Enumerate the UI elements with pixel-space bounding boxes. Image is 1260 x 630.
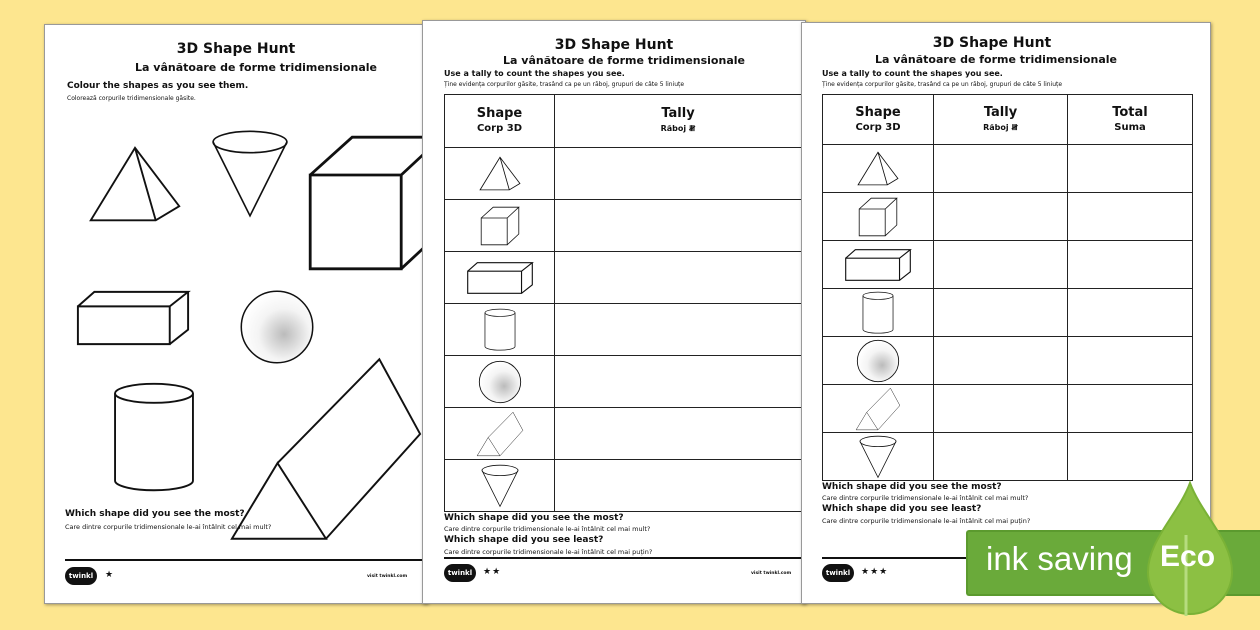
- question-least-ro: Care dintre corpurile tridimensionale le-ai întâlnit cel mai puțin?: [444, 548, 653, 556]
- total-cell[interactable]: [1068, 193, 1193, 241]
- tally-cell[interactable]: [555, 460, 802, 512]
- shape-cell: [445, 460, 555, 512]
- page-title: 3D Shape Hunt: [176, 41, 296, 57]
- header-shape: Shape Corp 3D: [823, 95, 934, 145]
- tally-cell[interactable]: [555, 200, 802, 252]
- page-subtitle: La vânătoare de forme tridimensionale: [135, 61, 377, 74]
- worksheet-page-2: [422, 20, 806, 604]
- visit-link: visit twinkl.com: [367, 574, 408, 579]
- table-row: [445, 408, 802, 460]
- total-cell[interactable]: [1068, 289, 1193, 337]
- table-row: [445, 460, 802, 512]
- twinkl-logo: twinkl: [822, 564, 854, 582]
- shape-cell: [445, 200, 555, 252]
- total-cell[interactable]: [1068, 145, 1193, 193]
- cube-icon: [858, 197, 898, 237]
- shape-cell: [445, 252, 555, 304]
- header-total: Total Suma: [1068, 95, 1193, 145]
- total-cell[interactable]: [1068, 337, 1193, 385]
- table-row: [445, 252, 802, 304]
- table-row: [823, 289, 1193, 337]
- difficulty-stars: ★★★: [861, 567, 889, 577]
- instruction: Use a tally to count the shapes you see.: [822, 69, 1003, 78]
- table-row: [823, 241, 1193, 289]
- shape-cell: [445, 304, 555, 356]
- worksheet-page-1: [44, 24, 428, 604]
- instruction: Use a tally to count the shapes you see.: [444, 69, 625, 78]
- twinkl-logo: twinkl: [444, 564, 476, 582]
- question-most: Which shape did you see the most?: [444, 513, 624, 523]
- table-row: [823, 385, 1193, 433]
- header-tally: Tally Răboj 𝍸: [555, 95, 802, 148]
- shape-cell: [445, 148, 555, 200]
- cuboid-shape: [73, 289, 193, 347]
- tally-cell[interactable]: [555, 148, 802, 200]
- shape-cell: [823, 145, 934, 193]
- cube-shape: [306, 133, 428, 273]
- shape-cell: [823, 193, 934, 241]
- page-title: 3D Shape Hunt: [554, 37, 674, 53]
- shape-cell: [823, 433, 934, 481]
- tally-cell[interactable]: [555, 408, 802, 460]
- cuboid-icon: [465, 261, 535, 295]
- tally-cell[interactable]: [934, 241, 1068, 289]
- sphere-icon: [478, 360, 522, 404]
- table-row: [445, 148, 802, 200]
- tally-cell[interactable]: [555, 304, 802, 356]
- shape-cell: [445, 408, 555, 460]
- question-most-ro: Care dintre corpurile tridimensionale le-ai întâlnit cel mai mult?: [65, 523, 272, 531]
- pyramid-icon: [478, 156, 522, 192]
- table-row: [823, 433, 1193, 481]
- ink-saving-label: ink saving: [986, 540, 1133, 577]
- cylinder-shape: [111, 381, 197, 495]
- twinkl-logo: twinkl: [65, 567, 97, 585]
- tally-cell[interactable]: [555, 252, 802, 304]
- tally-cell[interactable]: [934, 433, 1068, 481]
- cone-shape: [209, 119, 291, 229]
- header-tally: Tally Răboj 𝍸: [934, 95, 1068, 145]
- page-subtitle: La vânătoare de forme tridimensionale: [875, 53, 1117, 66]
- cone-icon: [858, 435, 898, 479]
- question-most-ro: Care dintre corpurile tridimensionale le-ai întâlnit cel mai mult?: [444, 525, 651, 533]
- table-row: [445, 356, 802, 408]
- table-row: [445, 304, 802, 356]
- pyramid-icon: [856, 151, 900, 187]
- question-most: Which shape did you see the most?: [65, 509, 245, 519]
- cuboid-icon: [843, 248, 913, 282]
- tally-cell[interactable]: [934, 193, 1068, 241]
- question-least: Which shape did you see least?: [822, 504, 982, 514]
- difficulty-stars: ★★: [483, 567, 502, 577]
- triangular-prism-icon: [475, 411, 525, 457]
- tally-cell[interactable]: [934, 145, 1068, 193]
- footer-divider: [444, 557, 802, 559]
- question-most-ro: Care dintre corpurile tridimensionale le-ai întâlnit cel mai mult?: [822, 494, 1029, 502]
- cone-icon: [480, 463, 520, 509]
- difficulty-stars: ★: [105, 570, 115, 580]
- footer-divider: [65, 559, 425, 561]
- header-shape: Shape Corp 3D: [445, 95, 555, 148]
- triangular-prism-shape: [229, 353, 423, 545]
- eco-label: Eco: [1160, 540, 1216, 573]
- instruction-ro: Ține evidența corpurilor găsite, trasând ca pe un răboj, grupuri de câte 5 liniuțe: [444, 81, 685, 88]
- shape-cell: [823, 385, 934, 433]
- instruction-ro: Ține evidența corpurilor găsite, trasând ca pe un răboj, grupuri de câte 5 liniuțe: [822, 81, 1063, 88]
- triangular-prism-icon: [853, 387, 903, 431]
- table-row: [445, 200, 802, 252]
- tally-cell[interactable]: [555, 356, 802, 408]
- table-row: [823, 145, 1193, 193]
- tally-cell[interactable]: [934, 337, 1068, 385]
- tally-cell[interactable]: [934, 385, 1068, 433]
- cylinder-icon: [483, 308, 517, 352]
- pyramid-shape: [86, 145, 184, 225]
- shape-cell: [823, 241, 934, 289]
- instruction: Colour the shapes as you see them.: [67, 81, 249, 91]
- question-most: Which shape did you see the most?: [822, 482, 1002, 492]
- eco-leaf-badge: [1140, 480, 1240, 624]
- shape-cell: [445, 356, 555, 408]
- sphere-icon: [856, 339, 900, 383]
- cube-icon: [480, 206, 520, 246]
- total-cell[interactable]: [1068, 433, 1193, 481]
- shape-cell: [823, 337, 934, 385]
- table-row: [823, 337, 1193, 385]
- total-cell[interactable]: [1068, 385, 1193, 433]
- cylinder-icon: [861, 291, 895, 335]
- shape-cell: [823, 289, 934, 337]
- table-row: [823, 193, 1193, 241]
- tally-cell[interactable]: [934, 289, 1068, 337]
- page-title: 3D Shape Hunt: [932, 35, 1052, 51]
- tally-total-table: [822, 94, 1193, 481]
- question-least: Which shape did you see least?: [444, 535, 604, 545]
- question-least-ro: Care dintre corpurile tridimensionale le-ai întâlnit cel mai puțin?: [822, 517, 1031, 525]
- total-cell[interactable]: [1068, 241, 1193, 289]
- page-subtitle: La vânătoare de forme tridimensionale: [503, 54, 745, 67]
- tally-table: [444, 94, 802, 512]
- visit-link: visit twinkl.com: [751, 571, 792, 576]
- instruction-ro: Colorează corpurile tridimensionale găsite.: [67, 95, 196, 102]
